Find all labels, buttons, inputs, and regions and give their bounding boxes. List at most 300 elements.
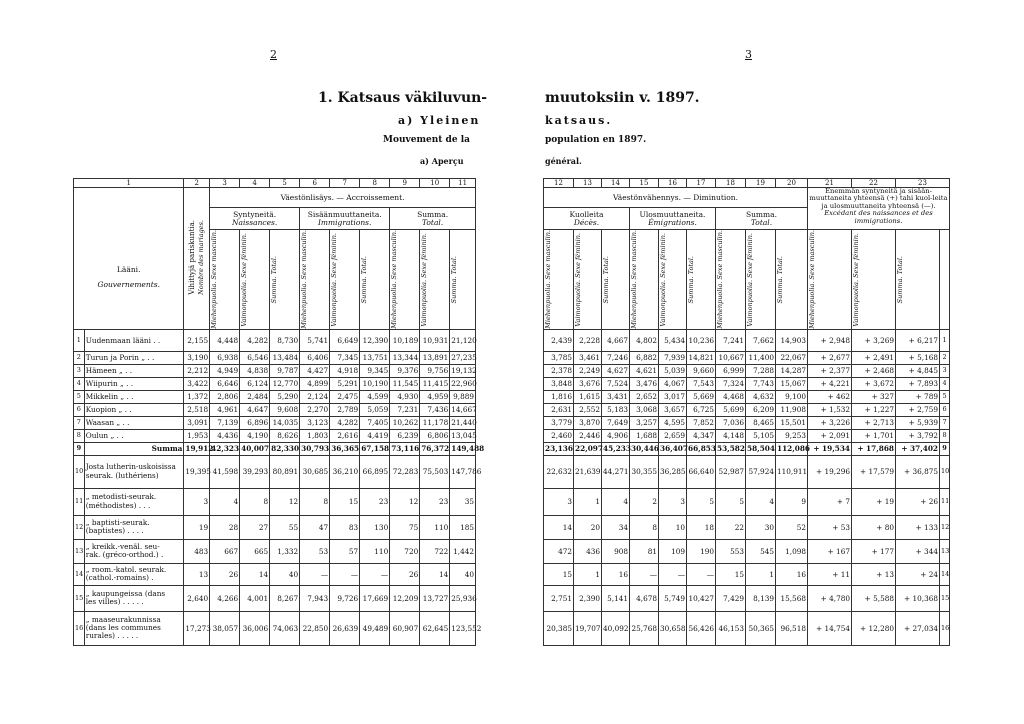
value-cell: 4,282 bbox=[330, 416, 360, 429]
table-row bbox=[544, 585, 950, 611]
value-cell: 40 bbox=[270, 563, 300, 585]
value-cell: + 3,269 bbox=[852, 329, 896, 351]
value-cell: + 12,280 bbox=[852, 611, 896, 645]
value-cell: 12 bbox=[390, 488, 420, 515]
row-label-line: „ baptisti-seurak. bbox=[85, 517, 150, 527]
value-cell: 3,870 bbox=[574, 416, 602, 429]
value-cell: 8 bbox=[240, 488, 270, 515]
value-cell: 3 bbox=[184, 488, 210, 515]
value-cell: 4,419 bbox=[360, 429, 390, 442]
value-cell: 82,330 bbox=[270, 442, 300, 455]
value-cell: + 344 bbox=[896, 539, 940, 563]
value-cell: 3,422 bbox=[184, 377, 210, 390]
value-cell: 4,436 bbox=[210, 429, 240, 442]
value-cell: 10,667 bbox=[716, 351, 746, 364]
value-cell: 26 bbox=[390, 563, 420, 585]
table-row bbox=[544, 351, 950, 364]
value-cell: + 789 bbox=[896, 390, 940, 403]
value-cell: 7,231 bbox=[390, 403, 420, 416]
table-row bbox=[544, 416, 950, 429]
colnum: 10 bbox=[420, 179, 450, 188]
value-cell: + 327 bbox=[852, 390, 896, 403]
value-cell: 9,756 bbox=[420, 364, 450, 377]
value-cell: — bbox=[330, 563, 360, 585]
value-cell: + 36,875 bbox=[896, 455, 940, 488]
value-cell: 1,098 bbox=[776, 539, 808, 563]
value-cell: 2,439 bbox=[544, 329, 574, 351]
value-cell: 123,552 bbox=[450, 611, 476, 645]
row-label-line: rak. (gréco-orthod.) . bbox=[85, 550, 164, 560]
value-cell: 57,924 bbox=[746, 455, 776, 488]
value-cell: + 462 bbox=[808, 390, 852, 403]
value-cell: 60,907 bbox=[390, 611, 420, 645]
value-cell: 3,190 bbox=[184, 351, 210, 364]
value-cell: 3,676 bbox=[574, 377, 602, 390]
value-cell: 10,427 bbox=[687, 585, 716, 611]
subheader-cell bbox=[896, 230, 940, 330]
value-cell: 2,631 bbox=[544, 403, 574, 416]
value-cell: 4,930 bbox=[390, 390, 420, 403]
value-cell: 22,097 bbox=[574, 442, 602, 455]
table-row bbox=[544, 515, 950, 539]
value-cell: 3,017 bbox=[659, 390, 687, 403]
value-cell: 2,390 bbox=[574, 585, 602, 611]
value-cell: 25,768 bbox=[630, 611, 659, 645]
header-kuolleita bbox=[544, 208, 630, 230]
value-cell: 483 bbox=[184, 539, 210, 563]
value-cell: 6,546 bbox=[240, 351, 270, 364]
value-cell: 9,608 bbox=[270, 403, 300, 416]
subheader-cell bbox=[659, 230, 687, 330]
subheader-text: Summa. Total. bbox=[450, 255, 459, 304]
value-cell: 11,178 bbox=[420, 416, 450, 429]
header-summa-r-fr: Total. bbox=[750, 217, 773, 227]
value-cell: 8,626 bbox=[270, 429, 300, 442]
header-kuolleita-fi: Kuolleita bbox=[569, 210, 604, 219]
table-row bbox=[74, 455, 476, 488]
value-cell: 8,267 bbox=[270, 585, 300, 611]
row-label bbox=[84, 455, 184, 488]
table-row bbox=[544, 377, 950, 390]
subheader-cell bbox=[852, 230, 896, 330]
row-number: 12 bbox=[74, 515, 85, 539]
value-cell: + 5,168 bbox=[896, 351, 940, 364]
row-label-line: (dans les communes bbox=[85, 623, 161, 633]
subheader-cell bbox=[210, 230, 240, 330]
value-cell: 2,806 bbox=[210, 390, 240, 403]
value-cell: 7,246 bbox=[602, 351, 630, 364]
value-cell: + 19 bbox=[852, 488, 896, 515]
value-cell: 2,270 bbox=[300, 403, 330, 416]
value-cell: 6,999 bbox=[716, 364, 746, 377]
value-cell: 52 bbox=[776, 515, 808, 539]
value-cell: 36,210 bbox=[330, 455, 360, 488]
value-cell: 5,434 bbox=[659, 329, 687, 351]
colnum: 13 bbox=[574, 179, 602, 188]
row-number: 2 bbox=[940, 351, 950, 364]
value-cell: 13,751 bbox=[360, 351, 390, 364]
value-cell: 9,660 bbox=[687, 364, 716, 377]
value-cell: 14,287 bbox=[776, 364, 808, 377]
table-row bbox=[544, 611, 950, 645]
value-cell: 18 bbox=[687, 515, 716, 539]
table-row bbox=[74, 416, 476, 429]
subheader-text: Miehenpuolia. Sexe masculin. bbox=[544, 230, 552, 329]
colnum: 20 bbox=[776, 179, 808, 188]
value-cell: + 17,868 bbox=[852, 442, 896, 455]
value-cell: 76,372 bbox=[420, 442, 450, 455]
subheader-cell bbox=[300, 230, 330, 330]
subheader-text: Miehenpuolia. Sexe masculin. bbox=[210, 230, 219, 329]
value-cell: 21,440 bbox=[450, 416, 476, 429]
value-cell: + 1,701 bbox=[852, 429, 896, 442]
value-cell: 41,598 bbox=[210, 455, 240, 488]
value-cell: 49,489 bbox=[360, 611, 390, 645]
header-sisaan-fi: Sisäänmuuttaneita. bbox=[307, 210, 382, 219]
value-cell: 19,132 bbox=[450, 364, 476, 377]
value-cell: + 177 bbox=[852, 539, 896, 563]
value-cell: + 19,534 bbox=[808, 442, 852, 455]
subheader-text: Summa. Total. bbox=[896, 255, 904, 304]
value-cell: + 19,296 bbox=[808, 455, 852, 488]
subheader-text: Vaimonpuolia. Sexe féminin. bbox=[574, 232, 582, 327]
value-cell: 73,116 bbox=[390, 442, 420, 455]
row-label: Kuopion „ . . bbox=[84, 403, 184, 416]
value-cell: 3,461 bbox=[574, 351, 602, 364]
value-cell: + 2,677 bbox=[808, 351, 852, 364]
row-label: Mikkelin „ . . bbox=[84, 390, 184, 403]
value-cell: 81 bbox=[630, 539, 659, 563]
value-cell: 6,896 bbox=[240, 416, 270, 429]
row-label bbox=[84, 539, 184, 563]
row-number: 1 bbox=[940, 329, 950, 351]
subheader-text: Summa. Total. bbox=[602, 255, 610, 304]
value-cell: 5,741 bbox=[300, 329, 330, 351]
value-cell: 55 bbox=[270, 515, 300, 539]
value-cell: 14 bbox=[240, 563, 270, 585]
value-cell: 6,209 bbox=[746, 403, 776, 416]
value-cell: 7,288 bbox=[746, 364, 776, 377]
value-cell: 9,253 bbox=[776, 429, 808, 442]
colnum: 18 bbox=[716, 179, 746, 188]
value-cell: 4,347 bbox=[687, 429, 716, 442]
row-number-header bbox=[940, 230, 950, 330]
value-cell: 720 bbox=[390, 539, 420, 563]
row-number: 7 bbox=[74, 416, 85, 429]
value-cell: 2,789 bbox=[330, 403, 360, 416]
value-cell: 2,446 bbox=[574, 429, 602, 442]
right-table bbox=[543, 178, 950, 646]
table-row bbox=[544, 488, 950, 515]
value-cell: 17,669 bbox=[360, 585, 390, 611]
value-cell: 15 bbox=[330, 488, 360, 515]
row-number: 10 bbox=[940, 455, 950, 488]
value-cell: 1,442 bbox=[450, 539, 476, 563]
row-number: 6 bbox=[940, 403, 950, 416]
value-cell: + 2,091 bbox=[808, 429, 852, 442]
value-cell: 19,395 bbox=[184, 455, 210, 488]
value-cell: 53 bbox=[300, 539, 330, 563]
header-vihittyja-fr: Nombre des mariages. bbox=[197, 220, 206, 296]
value-cell: 75 bbox=[390, 515, 420, 539]
value-cell: 1,332 bbox=[270, 539, 300, 563]
table-row bbox=[74, 429, 476, 442]
value-cell: 1,372 bbox=[184, 390, 210, 403]
row-number: 12 bbox=[940, 515, 950, 539]
header-summa-r-fi: Summa. bbox=[745, 210, 778, 219]
row-label: Summa bbox=[84, 442, 184, 455]
row-number: 11 bbox=[74, 488, 85, 515]
table-row bbox=[74, 377, 476, 390]
row-label: Oulun „ . . bbox=[84, 429, 184, 442]
value-cell: 44,271 bbox=[602, 455, 630, 488]
value-cell: + 3,226 bbox=[808, 416, 852, 429]
row-label-line: „ maaseurakunnissa bbox=[85, 614, 161, 624]
value-cell: 5,699 bbox=[716, 403, 746, 416]
value-cell: 185 bbox=[450, 515, 476, 539]
value-cell: 19,912 bbox=[184, 442, 210, 455]
value-cell: 6,806 bbox=[420, 429, 450, 442]
table-row bbox=[544, 455, 950, 488]
value-cell: 3,476 bbox=[630, 377, 659, 390]
subheader-text: Miehenpuolia. Sexe masculin. bbox=[300, 230, 309, 329]
row-number: 16 bbox=[940, 611, 950, 645]
value-cell: 13,727 bbox=[420, 585, 450, 611]
value-cell: 4,838 bbox=[240, 364, 270, 377]
value-cell: 40,092 bbox=[602, 611, 630, 645]
header-sisaan bbox=[300, 208, 390, 230]
colnum: 4 bbox=[240, 179, 270, 188]
row-number: 4 bbox=[74, 377, 85, 390]
value-cell: 4,595 bbox=[659, 416, 687, 429]
value-cell: 7,524 bbox=[602, 377, 630, 390]
table-row bbox=[74, 611, 476, 645]
subheader-text: Summa. Total. bbox=[270, 255, 279, 304]
value-cell: 13,045 bbox=[450, 429, 476, 442]
header-enemman bbox=[808, 188, 950, 230]
table-row bbox=[544, 429, 950, 442]
value-cell: 7,943 bbox=[300, 585, 330, 611]
subheader-cell bbox=[630, 230, 659, 330]
value-cell: 22,632 bbox=[544, 455, 574, 488]
value-cell: 36,407 bbox=[659, 442, 687, 455]
value-cell: 7,405 bbox=[360, 416, 390, 429]
header-sisaan-fr: Immigrations. bbox=[317, 217, 372, 227]
value-cell: + 13 bbox=[852, 563, 896, 585]
value-cell: 2,484 bbox=[240, 390, 270, 403]
value-cell: 6,882 bbox=[630, 351, 659, 364]
value-cell: 15,067 bbox=[776, 377, 808, 390]
table-row bbox=[74, 442, 476, 455]
colnum: 22 bbox=[852, 179, 896, 188]
colnum: 19 bbox=[746, 179, 776, 188]
row-label-line: rurales) . . . . . bbox=[85, 631, 139, 641]
value-cell: 11,400 bbox=[746, 351, 776, 364]
subheader-cell bbox=[360, 230, 390, 330]
value-cell: 4,148 bbox=[716, 429, 746, 442]
value-cell: 2,249 bbox=[574, 364, 602, 377]
subheader-cell bbox=[716, 230, 746, 330]
value-cell: 19 bbox=[184, 515, 210, 539]
value-cell: 40 bbox=[450, 563, 476, 585]
value-cell: 10 bbox=[659, 515, 687, 539]
value-cell: 6,239 bbox=[390, 429, 420, 442]
value-cell: 5,141 bbox=[602, 585, 630, 611]
header-vihittyja-fi: Vihittyjä pariskuntia. bbox=[187, 220, 196, 296]
row-number: 5 bbox=[74, 390, 85, 403]
value-cell: 2,640 bbox=[184, 585, 210, 611]
row-number: 8 bbox=[74, 429, 85, 442]
value-cell: 4,282 bbox=[240, 329, 270, 351]
value-cell: 545 bbox=[746, 539, 776, 563]
value-cell: 11,415 bbox=[420, 377, 450, 390]
value-cell: 25,936 bbox=[450, 585, 476, 611]
table-row bbox=[74, 403, 476, 416]
value-cell: 3,257 bbox=[630, 416, 659, 429]
subheader-text: Summa. Total. bbox=[776, 255, 784, 304]
value-cell: — bbox=[659, 563, 687, 585]
header-laani-fr: Gouvernements. bbox=[97, 280, 160, 290]
value-cell: — bbox=[360, 563, 390, 585]
value-cell: 3,848 bbox=[544, 377, 574, 390]
value-cell: 4,599 bbox=[360, 390, 390, 403]
header-syntyneita-fr: Naissances. bbox=[231, 217, 278, 227]
header-vihittyja bbox=[184, 188, 210, 330]
value-cell: 4,949 bbox=[210, 364, 240, 377]
value-cell: 4 bbox=[210, 488, 240, 515]
value-cell: 2,552 bbox=[574, 403, 602, 416]
value-cell: 7,543 bbox=[687, 377, 716, 390]
value-cell: 9,100 bbox=[776, 390, 808, 403]
subtitle-left: a) Yleinen bbox=[398, 114, 481, 127]
value-cell: 4,632 bbox=[746, 390, 776, 403]
subheader-text: Miehenpuolia. Sexe masculin. bbox=[808, 230, 816, 329]
value-cell: 27,235 bbox=[450, 351, 476, 364]
row-label-line: seurak. (luthériens) bbox=[85, 470, 159, 480]
header-enemman-fr: Excédant des naissances et des immigrations. bbox=[824, 209, 933, 225]
colnum: 9 bbox=[390, 179, 420, 188]
value-cell: 2,652 bbox=[630, 390, 659, 403]
value-cell: 8 bbox=[300, 488, 330, 515]
table-row bbox=[544, 563, 950, 585]
value-cell: 7,139 bbox=[210, 416, 240, 429]
value-cell: 58,504 bbox=[746, 442, 776, 455]
table-row bbox=[74, 390, 476, 403]
value-cell: 30 bbox=[746, 515, 776, 539]
value-cell: 23 bbox=[420, 488, 450, 515]
row-label-line: (baptistes) . . . . bbox=[85, 526, 144, 536]
row-label: Wiipurin „ . . bbox=[84, 377, 184, 390]
row-number: 16 bbox=[74, 611, 85, 645]
value-cell: 2,155 bbox=[184, 329, 210, 351]
value-cell: 4,667 bbox=[602, 329, 630, 351]
row-number: 15 bbox=[74, 585, 85, 611]
header-summa-fi: Summa. bbox=[417, 210, 449, 219]
value-cell: 75,503 bbox=[420, 455, 450, 488]
value-cell: 9 bbox=[776, 488, 808, 515]
value-cell: 14,667 bbox=[450, 403, 476, 416]
value-cell: 8,139 bbox=[746, 585, 776, 611]
value-cell: 14,035 bbox=[270, 416, 300, 429]
value-cell: 52,987 bbox=[716, 455, 746, 488]
value-cell: 7,324 bbox=[716, 377, 746, 390]
row-label: Turun ja Porin „ . . bbox=[84, 351, 184, 364]
value-cell: 80,891 bbox=[270, 455, 300, 488]
value-cell: 2,124 bbox=[300, 390, 330, 403]
table-row bbox=[544, 539, 950, 563]
value-cell: — bbox=[300, 563, 330, 585]
subheader-text: Miehenpuolia. Sexe masculin. bbox=[630, 230, 638, 329]
value-cell: 50,365 bbox=[746, 611, 776, 645]
subheader-text: Vaimonpuolia. Sexe féminin. bbox=[746, 232, 754, 327]
value-cell: + 4,221 bbox=[808, 377, 852, 390]
value-cell: 96,518 bbox=[776, 611, 808, 645]
value-cell: + 1,227 bbox=[852, 403, 896, 416]
subheader-text: Vaimonpuolia. Sexe féminin. bbox=[852, 232, 860, 327]
value-cell: 4,427 bbox=[300, 364, 330, 377]
subtitle-right-fr: population en 1897. bbox=[545, 135, 647, 145]
value-cell: 4,802 bbox=[630, 329, 659, 351]
header-ulos-fi: Ulosmuuttaneita. bbox=[639, 210, 706, 219]
value-cell: 46,153 bbox=[716, 611, 746, 645]
value-cell: 66,640 bbox=[687, 455, 716, 488]
row-number: 14 bbox=[74, 563, 85, 585]
value-cell: 7,436 bbox=[420, 403, 450, 416]
subheader-cell bbox=[270, 230, 300, 330]
subheader-text: Vaimonpuolia. Sexe féminin. bbox=[659, 232, 667, 327]
row-number: 11 bbox=[940, 488, 950, 515]
value-cell: + 133 bbox=[896, 515, 940, 539]
row-label bbox=[84, 563, 184, 585]
row-number: 2 bbox=[74, 351, 85, 364]
table-row bbox=[544, 390, 950, 403]
row-label-line: les villes) . . . . . bbox=[85, 597, 144, 607]
subtitle-right-fr2: général. bbox=[545, 156, 582, 166]
value-cell: 7,345 bbox=[330, 351, 360, 364]
value-cell: 12 bbox=[270, 488, 300, 515]
table-row bbox=[74, 364, 476, 377]
subheader-cell bbox=[808, 230, 852, 330]
value-cell: 27 bbox=[240, 515, 270, 539]
subheader-cell bbox=[687, 230, 716, 330]
value-cell: + 14,754 bbox=[808, 611, 852, 645]
value-cell: 16 bbox=[776, 563, 808, 585]
value-cell: + 26 bbox=[896, 488, 940, 515]
value-cell: 110,911 bbox=[776, 455, 808, 488]
row-number: 13 bbox=[940, 539, 950, 563]
value-cell: 4,647 bbox=[240, 403, 270, 416]
table-row bbox=[74, 351, 476, 364]
subheader-text: Miehenpuolia. Sexe masculin. bbox=[716, 230, 724, 329]
value-cell: + 3,672 bbox=[852, 377, 896, 390]
value-cell: 5,059 bbox=[360, 403, 390, 416]
row-label bbox=[84, 488, 184, 515]
value-cell: 5 bbox=[687, 488, 716, 515]
value-cell: 9,889 bbox=[450, 390, 476, 403]
value-cell: 4 bbox=[602, 488, 630, 515]
value-cell: 38,057 bbox=[210, 611, 240, 645]
colnum: 11 bbox=[450, 179, 476, 188]
page-number-right: 3 bbox=[745, 48, 752, 61]
value-cell: 4,961 bbox=[210, 403, 240, 416]
row-number: 3 bbox=[74, 364, 85, 377]
header-syntyneita bbox=[210, 208, 300, 230]
value-cell: 10,190 bbox=[360, 377, 390, 390]
value-cell: 8,730 bbox=[270, 329, 300, 351]
value-cell: 39,293 bbox=[240, 455, 270, 488]
header-ulos-fr: Émigrations. bbox=[648, 217, 697, 227]
table-row bbox=[74, 329, 476, 351]
